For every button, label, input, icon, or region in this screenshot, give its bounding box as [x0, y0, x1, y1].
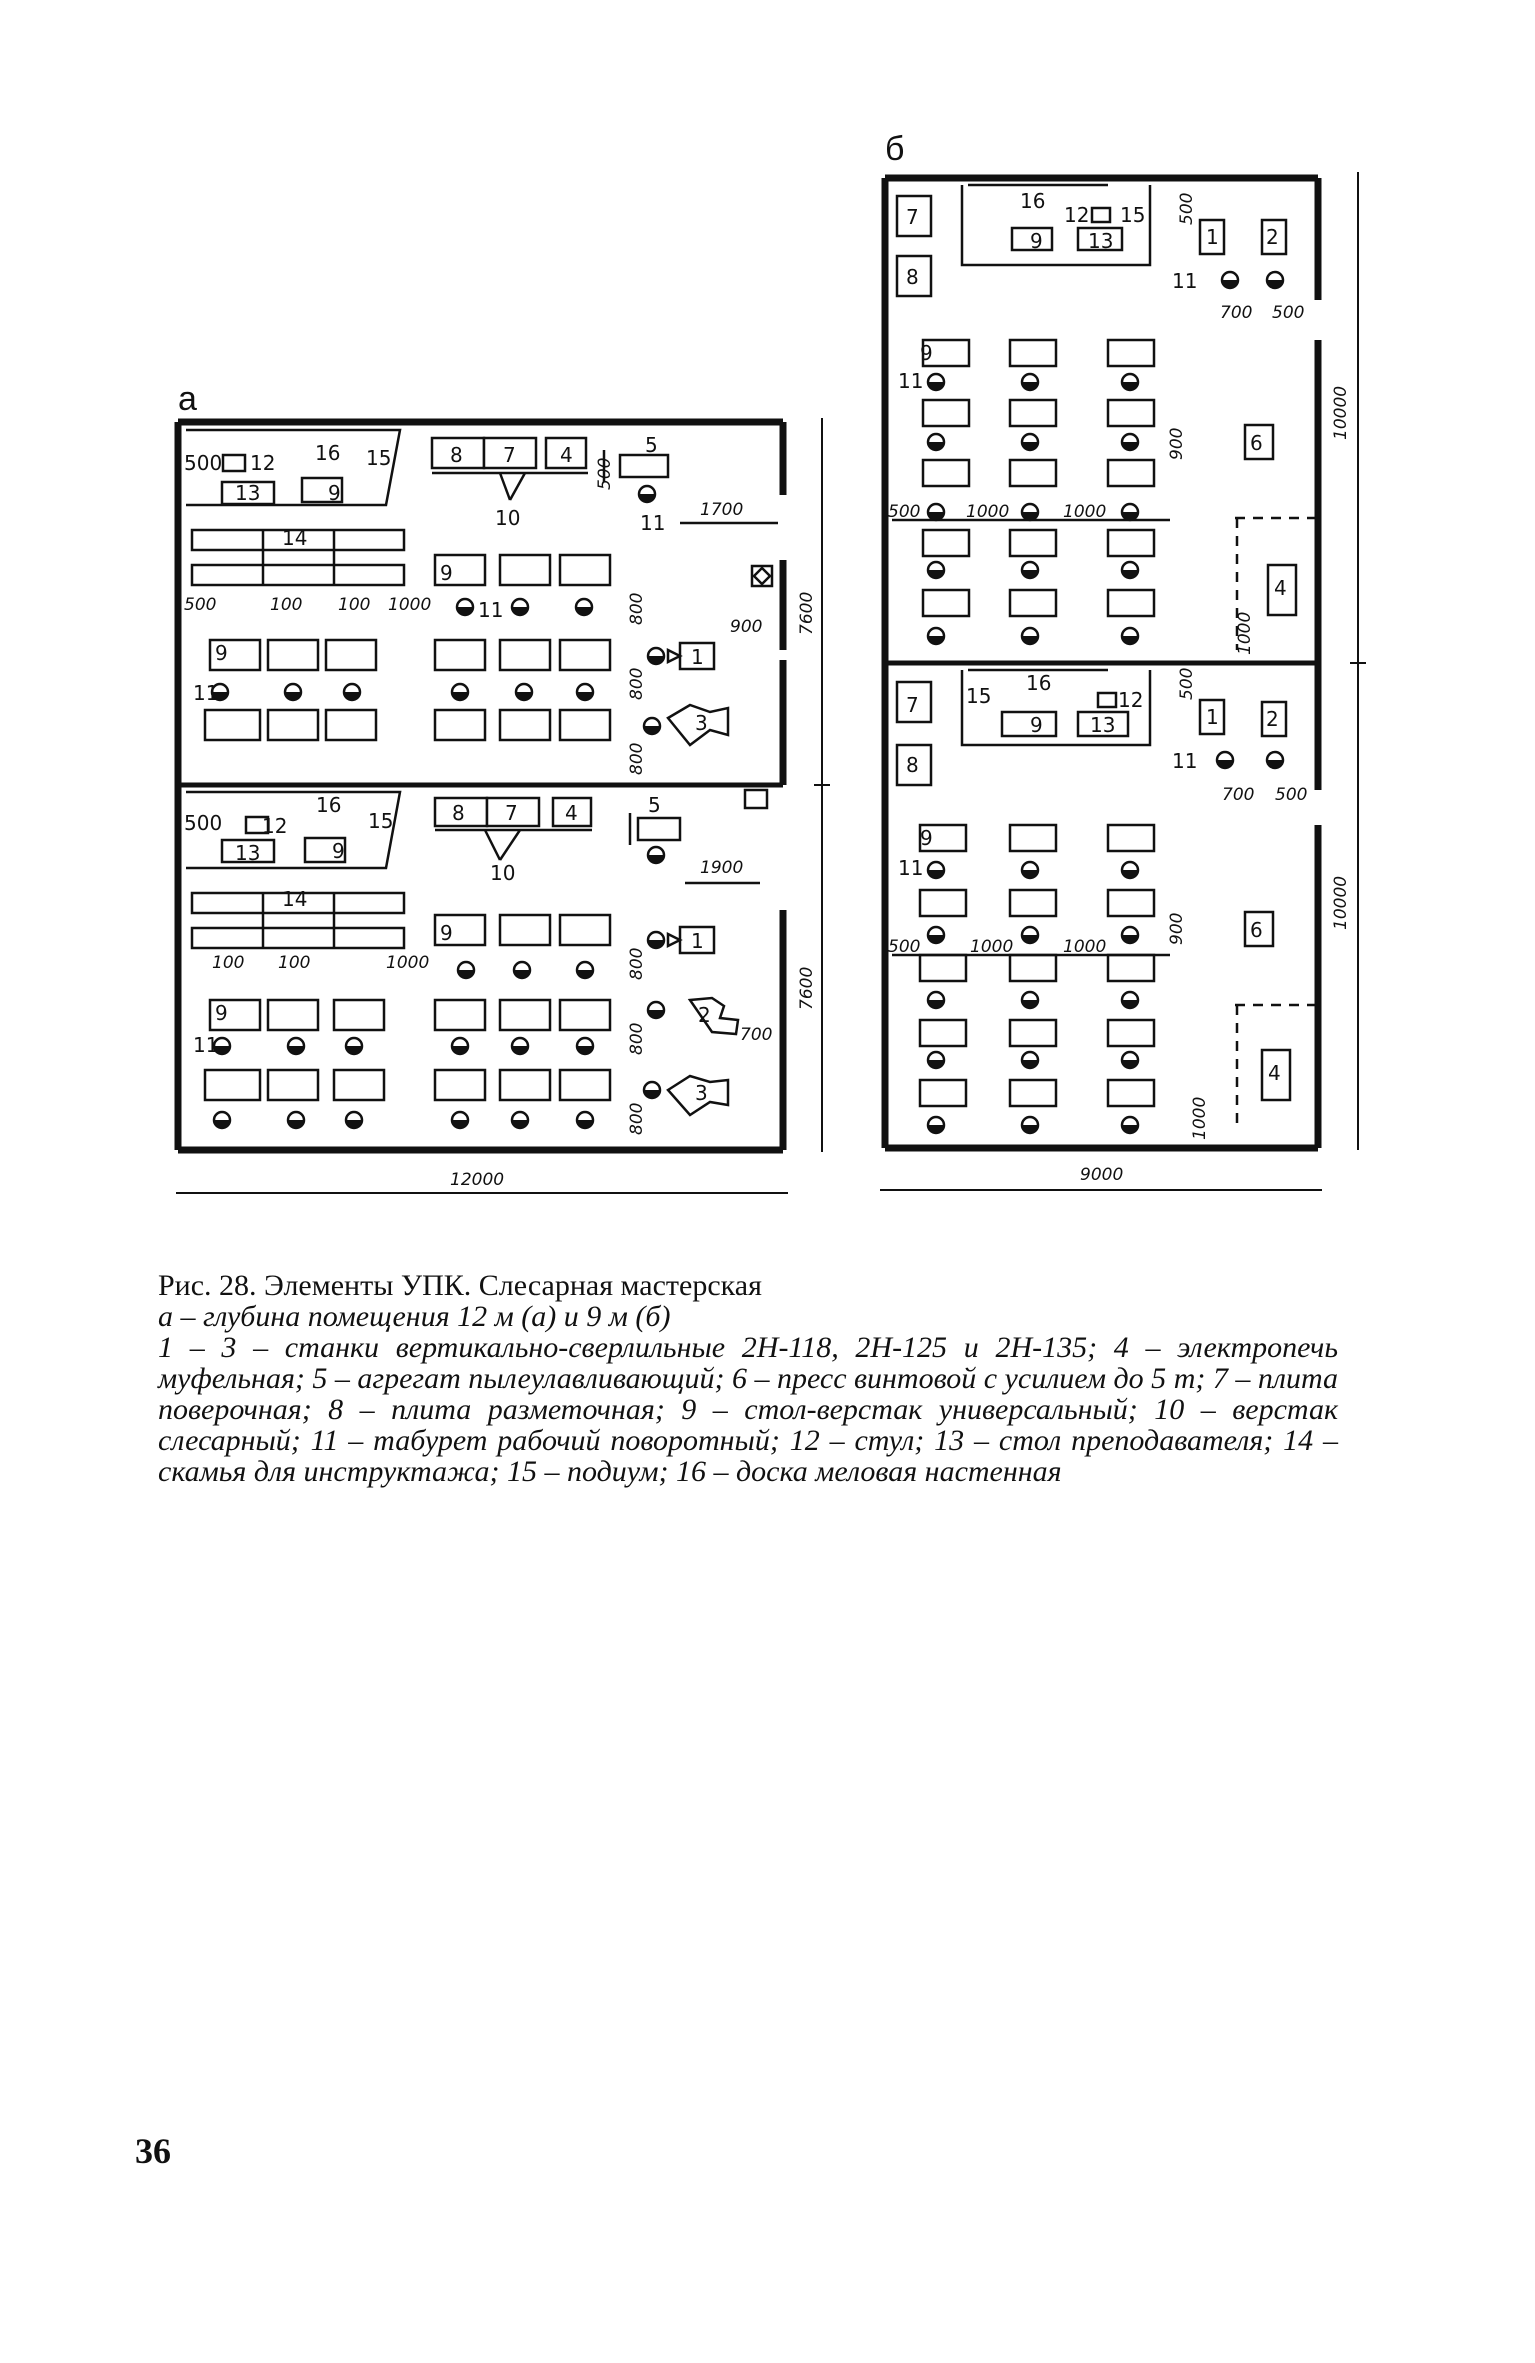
svg-text:2: 2	[698, 1003, 711, 1027]
svg-text:800: 800	[627, 947, 647, 980]
figure-caption	[158, 1270, 1338, 1487]
plan-a-room-2	[186, 790, 767, 1115]
svg-text:16: 16	[316, 793, 342, 817]
svg-text:1000: 1000	[1190, 1096, 1210, 1140]
svg-text:11: 11	[478, 598, 504, 622]
svg-text:7: 7	[505, 801, 518, 825]
svg-text:1000: 1000	[1063, 502, 1107, 522]
page-number: 36	[135, 2131, 171, 2171]
svg-text:14: 14	[282, 887, 308, 911]
svg-text:7600: 7600	[797, 591, 817, 635]
svg-text:10: 10	[495, 506, 521, 530]
svg-text:8: 8	[906, 265, 919, 289]
svg-text:12: 12	[250, 451, 276, 475]
svg-text:700: 700	[1222, 785, 1255, 805]
svg-text:11: 11	[640, 511, 666, 535]
svg-text:9: 9	[440, 921, 453, 945]
svg-text:900: 900	[1167, 912, 1187, 945]
svg-text:6: 6	[1250, 918, 1263, 942]
svg-text:11: 11	[1172, 749, 1198, 773]
svg-text:10000: 10000	[1331, 385, 1351, 440]
svg-text:10000: 10000	[1331, 875, 1351, 930]
svg-text:11: 11	[898, 856, 924, 880]
svg-text:700: 700	[1220, 303, 1253, 323]
svg-text:900: 900	[1167, 427, 1187, 460]
svg-text:15: 15	[1120, 203, 1146, 227]
svg-text:800: 800	[627, 1102, 647, 1135]
svg-text:6: 6	[1250, 431, 1263, 455]
svg-text:5: 5	[648, 793, 661, 817]
svg-text:9: 9	[215, 641, 228, 665]
svg-text:500: 500	[1177, 667, 1197, 700]
svg-text:3: 3	[695, 711, 708, 735]
svg-text:11: 11	[193, 681, 219, 705]
svg-text:13: 13	[235, 481, 261, 505]
svg-text:500: 500	[1275, 785, 1308, 805]
svg-text:2: 2	[1266, 225, 1279, 249]
plan-a-room-1	[186, 430, 778, 745]
svg-text:800: 800	[627, 592, 647, 625]
svg-text:8: 8	[452, 801, 465, 825]
svg-text:800: 800	[627, 1022, 647, 1055]
svg-text:4: 4	[1274, 576, 1287, 600]
svg-text:9: 9	[1030, 229, 1043, 253]
svg-text:13: 13	[1090, 713, 1116, 737]
svg-text:100: 100	[278, 953, 311, 973]
svg-text:2: 2	[1266, 707, 1279, 731]
svg-text:500: 500	[888, 937, 921, 957]
svg-text:100: 100	[338, 595, 371, 615]
svg-text:9: 9	[1030, 713, 1043, 737]
svg-text:800: 800	[627, 742, 647, 775]
svg-text:500: 500	[184, 451, 223, 475]
svg-text:8: 8	[906, 753, 919, 777]
svg-text:15: 15	[366, 446, 392, 470]
svg-text:500: 500	[1272, 303, 1305, 323]
plan-b-width: 9000	[1080, 1165, 1124, 1185]
label-b: б	[885, 130, 905, 168]
svg-text:16: 16	[1026, 671, 1052, 695]
svg-text:7: 7	[906, 205, 919, 229]
svg-text:1000: 1000	[386, 953, 430, 973]
svg-text:7: 7	[906, 693, 919, 717]
svg-text:9: 9	[920, 341, 933, 365]
svg-text:9: 9	[215, 1001, 228, 1025]
svg-text:900: 900	[730, 617, 763, 637]
svg-text:1000: 1000	[970, 937, 1014, 957]
svg-text:12: 12	[1064, 203, 1090, 227]
svg-text:1000: 1000	[388, 595, 432, 615]
plan-b-room-1-stools	[928, 272, 1283, 644]
svg-text:4: 4	[560, 443, 573, 467]
svg-text:500: 500	[1177, 192, 1197, 225]
svg-text:700: 700	[740, 1025, 773, 1045]
svg-text:1: 1	[1206, 705, 1219, 729]
plan-b-walls	[885, 178, 1318, 1148]
label-a: а	[178, 380, 197, 418]
plan-b-room-2	[892, 667, 1315, 1130]
svg-text:100: 100	[212, 953, 245, 973]
svg-text:14: 14	[282, 526, 308, 550]
svg-text:100: 100	[270, 595, 303, 615]
caption-title: Рис. 28. Элементы УПК. Слесарная мастерская	[158, 1269, 762, 1302]
svg-text:16: 16	[1020, 189, 1046, 213]
svg-text:4: 4	[1268, 1061, 1281, 1085]
svg-text:9: 9	[440, 561, 453, 585]
svg-text:11: 11	[1172, 269, 1198, 293]
svg-text:1000: 1000	[966, 502, 1010, 522]
svg-text:1000: 1000	[1235, 611, 1255, 655]
svg-text:9: 9	[328, 481, 341, 505]
svg-text:10: 10	[490, 861, 516, 885]
svg-text:11: 11	[193, 1033, 219, 1057]
svg-text:11: 11	[898, 369, 924, 393]
plan-a-width: 12000	[450, 1170, 505, 1190]
svg-text:12: 12	[262, 814, 288, 838]
svg-text:1: 1	[691, 929, 704, 953]
svg-text:7: 7	[503, 443, 516, 467]
svg-text:800: 800	[627, 667, 647, 700]
svg-text:12: 12	[1118, 688, 1144, 712]
svg-text:500: 500	[184, 595, 217, 615]
caption-legend: 1 – 3 – станки вертикально-сверлильные 2Н-118, 2Н-125 и 2Н-135; 4 – электропечь муфельная; 5 – агрегат пылеулавливающий; 6 – пресс винтовой с усилием до 5 т; 7 – плита поверочная; 8 – плита разметочная; 9 – стол-верстак универсальный; 10 – верстак слесарный; 11 – табурет рабочий поворотный; 12 – стул; 13 – стол преподавателя; 14 – скамья для инструктажа; 15 – подиум; 16 – доска меловая настенная	[158, 1331, 1338, 1488]
svg-text:7600: 7600	[797, 966, 817, 1010]
svg-text:5: 5	[645, 433, 658, 457]
svg-text:500: 500	[595, 457, 615, 490]
svg-text:13: 13	[1088, 229, 1114, 253]
svg-text:15: 15	[368, 809, 394, 833]
plan-b-room-1	[892, 185, 1315, 650]
svg-text:4: 4	[565, 801, 578, 825]
plan-b-vertical-dims	[1167, 193, 1351, 1140]
svg-text:1: 1	[691, 645, 704, 669]
svg-text:1700: 1700	[700, 500, 744, 520]
svg-text:15: 15	[966, 684, 992, 708]
svg-text:13: 13	[235, 841, 261, 865]
svg-text:1000: 1000	[1063, 937, 1107, 957]
svg-text:500: 500	[888, 502, 921, 522]
svg-text:9: 9	[920, 826, 933, 850]
svg-text:1900: 1900	[700, 858, 744, 878]
svg-text:16: 16	[315, 441, 341, 465]
svg-text:500: 500	[184, 811, 223, 835]
svg-text:1: 1	[1206, 225, 1219, 249]
caption-subtitle: а – глубина помещения 12 м (а) и 9 м (б)	[158, 1300, 671, 1333]
svg-text:8: 8	[450, 443, 463, 467]
svg-text:3: 3	[695, 1081, 708, 1105]
svg-text:9: 9	[332, 839, 345, 863]
